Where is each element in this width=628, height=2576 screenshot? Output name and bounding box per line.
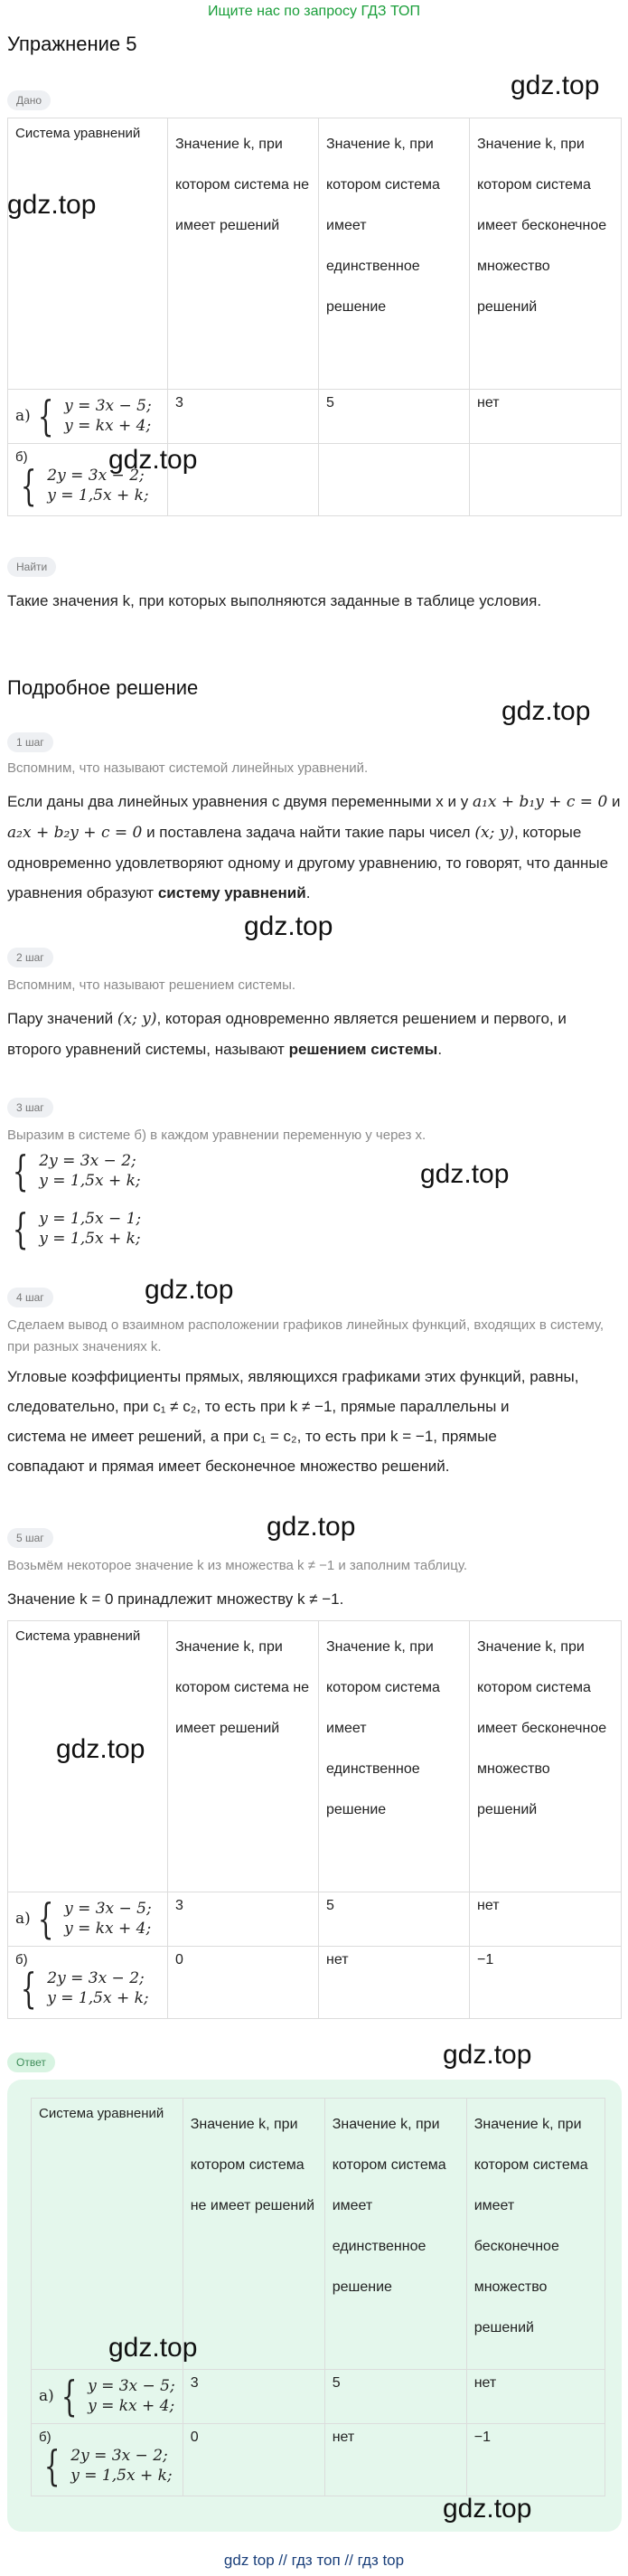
watermark: gdz.top [244,911,333,941]
page-title: Упражнение 5 [7,33,137,55]
header-one-solution: Значение k, при котором система имеет единственное решение [319,118,470,390]
watermark: gdz.top [108,2333,198,2363]
solved-table [7,1620,622,2019]
step-hint: Вспомним, что называют решением системы. [7,977,296,993]
step-label: 2 шаг [7,948,53,967]
cell-b-infinite [470,444,622,516]
watermark: gdz.top [501,696,591,726]
answer-table [31,2098,605,2496]
header-system: Система уравнений [32,2099,183,2370]
step-hint: Выразим в системе б) в каждом уравнении переменную y через x. [7,1128,426,1143]
header-no-solutions: Значение k, при котором система не имеет решений [168,118,319,390]
header-infinite-solutions: Значение k, при котором система имеет бесконечное множество решений [466,2099,605,2370]
step-label: 3 шаг [7,1098,53,1118]
header-infinite-solutions: Значение k, при котором система имеет бесконечное множество решений [470,118,622,390]
step-hint: Возьмём некоторое значение k из множества k ≠ −1 и заполним таблицу. [7,1558,468,1573]
cell-b-one-solution: нет [319,1947,470,2019]
watermark: gdz.top [511,71,600,100]
watermark: gdz.top [145,1275,234,1305]
find-text: Такие значения k, при которых выполняются заданные в таблице условия. [7,592,542,609]
system-b: б) { 2y = 3x − 2; y = 1,5x + k; [32,2424,183,2496]
step-1-text: Если даны два линейных уравнения с двумя переменными x и y a₁x + b₁y + c = 0 и a₂x + b₂y + c = 0 и поставлена задача найти такие пары чисел (x; y), которые одновременно удовлетворяют одному и другому уравнению, то говорят, что данные уравнения образуют систему уравнений. [7,793,621,901]
watermark: gdz.top [108,445,198,475]
system-b: б) { 2y = 3x − 2; y = 1,5x + k; [8,1947,168,2019]
step-3-system-2: { y = 1,5x − 1; y = 1,5x + k; [12,1204,142,1253]
step-label: 5 шаг [7,1528,53,1548]
header-infinite-solutions: Значение k, при котором система имеет бесконечное множество решений [470,1621,622,1892]
system-b: б) { 2y = 3x − 2; y = 1,5x + k; [8,444,168,516]
step-5-text: Значение k = 0 принадлежит множеству k ≠ −1. [7,1590,344,1608]
cell-a-no-solutions: 3 [168,390,319,444]
cell-b-infinite: −1 [466,2424,605,2496]
cell-a-no-solutions: 3 [168,1892,319,1947]
step-label: 1 шаг [7,732,53,752]
step-4-text: Угловые коэффициенты прямых, являющихся графиками этих функций, равны, следовательно, при c₁ ≠ c₂, то есть при k ≠ −1, прямые параллельны и система не имеет решений, а при c₁ = c₂, то есть при k = −1, прямые совпадают и прямая имеет бесконечное множество решений. [7,1368,579,1475]
top-search-link[interactable]: Ищите нас по запросу ГДЗ ТОП [208,4,420,19]
find-label: Найти [7,557,56,577]
cell-a-one-solution: 5 [324,2370,466,2424]
system-a: а) { y = 3x − 5; y = kx + 4; [32,2370,183,2424]
system-a: а) { y = 3x − 5; y = kx + 4; [8,390,168,444]
footer-links[interactable]: gdz top // гдз топ // гдз top [223,2552,405,2569]
watermark: gdz.top [420,1159,510,1189]
cell-a-infinite: нет [470,1892,622,1947]
step-hint: Сделаем вывод о взаимном расположении графиков линейных функций, входящих в систему, при разных значениях k. [7,1317,605,1354]
header-one-solution: Значение k, при котором система имеет единственное решение [319,1621,470,1892]
cell-b-no-solutions: 0 [168,1947,319,2019]
step-2-text: Пару значений (x; y), которая одновременно является решением и первого, и второго уравнений системы, называют решением системы. [7,1010,567,1058]
watermark: gdz.top [7,190,97,220]
cell-a-infinite: нет [466,2370,605,2424]
cell-a-no-solutions: 3 [183,2370,324,2424]
watermark: gdz.top [56,1734,145,1764]
cell-b-one-solution [319,444,470,516]
cell-b-infinite: −1 [470,1947,622,2019]
watermark: gdz.top [443,2040,532,2070]
header-one-solution: Значение k, при котором система имеет единственное решение [324,2099,466,2370]
cell-b-one-solution: нет [324,2424,466,2496]
watermark: gdz.top [443,2494,532,2524]
step-3-system-1: { 2y = 3x − 2; y = 1,5x + k; [12,1146,141,1195]
cell-b-no-solutions: 0 [183,2424,324,2496]
header-system: Система уравнений [8,118,168,390]
watermark: gdz.top [267,1512,356,1542]
given-label: Дано [7,90,51,110]
step-hint: Вспомним, что называют системой линейных уравнений. [7,760,369,776]
header-no-solutions: Значение k, при котором система не имеет решений [168,1621,319,1892]
cell-a-one-solution: 5 [319,1892,470,1947]
cell-a-one-solution: 5 [319,390,470,444]
header-no-solutions: Значение k, при котором система не имеет решений [183,2099,324,2370]
cell-a-infinite: нет [470,390,622,444]
header-system: Система уравнений [8,1621,168,1892]
answer-label: Ответ [7,2052,55,2072]
solution-title: Подробное решение [7,676,199,699]
given-table [7,118,622,516]
system-a: а) { y = 3x − 5; y = kx + 4; [8,1892,168,1947]
step-label: 4 шаг [7,1288,53,1307]
